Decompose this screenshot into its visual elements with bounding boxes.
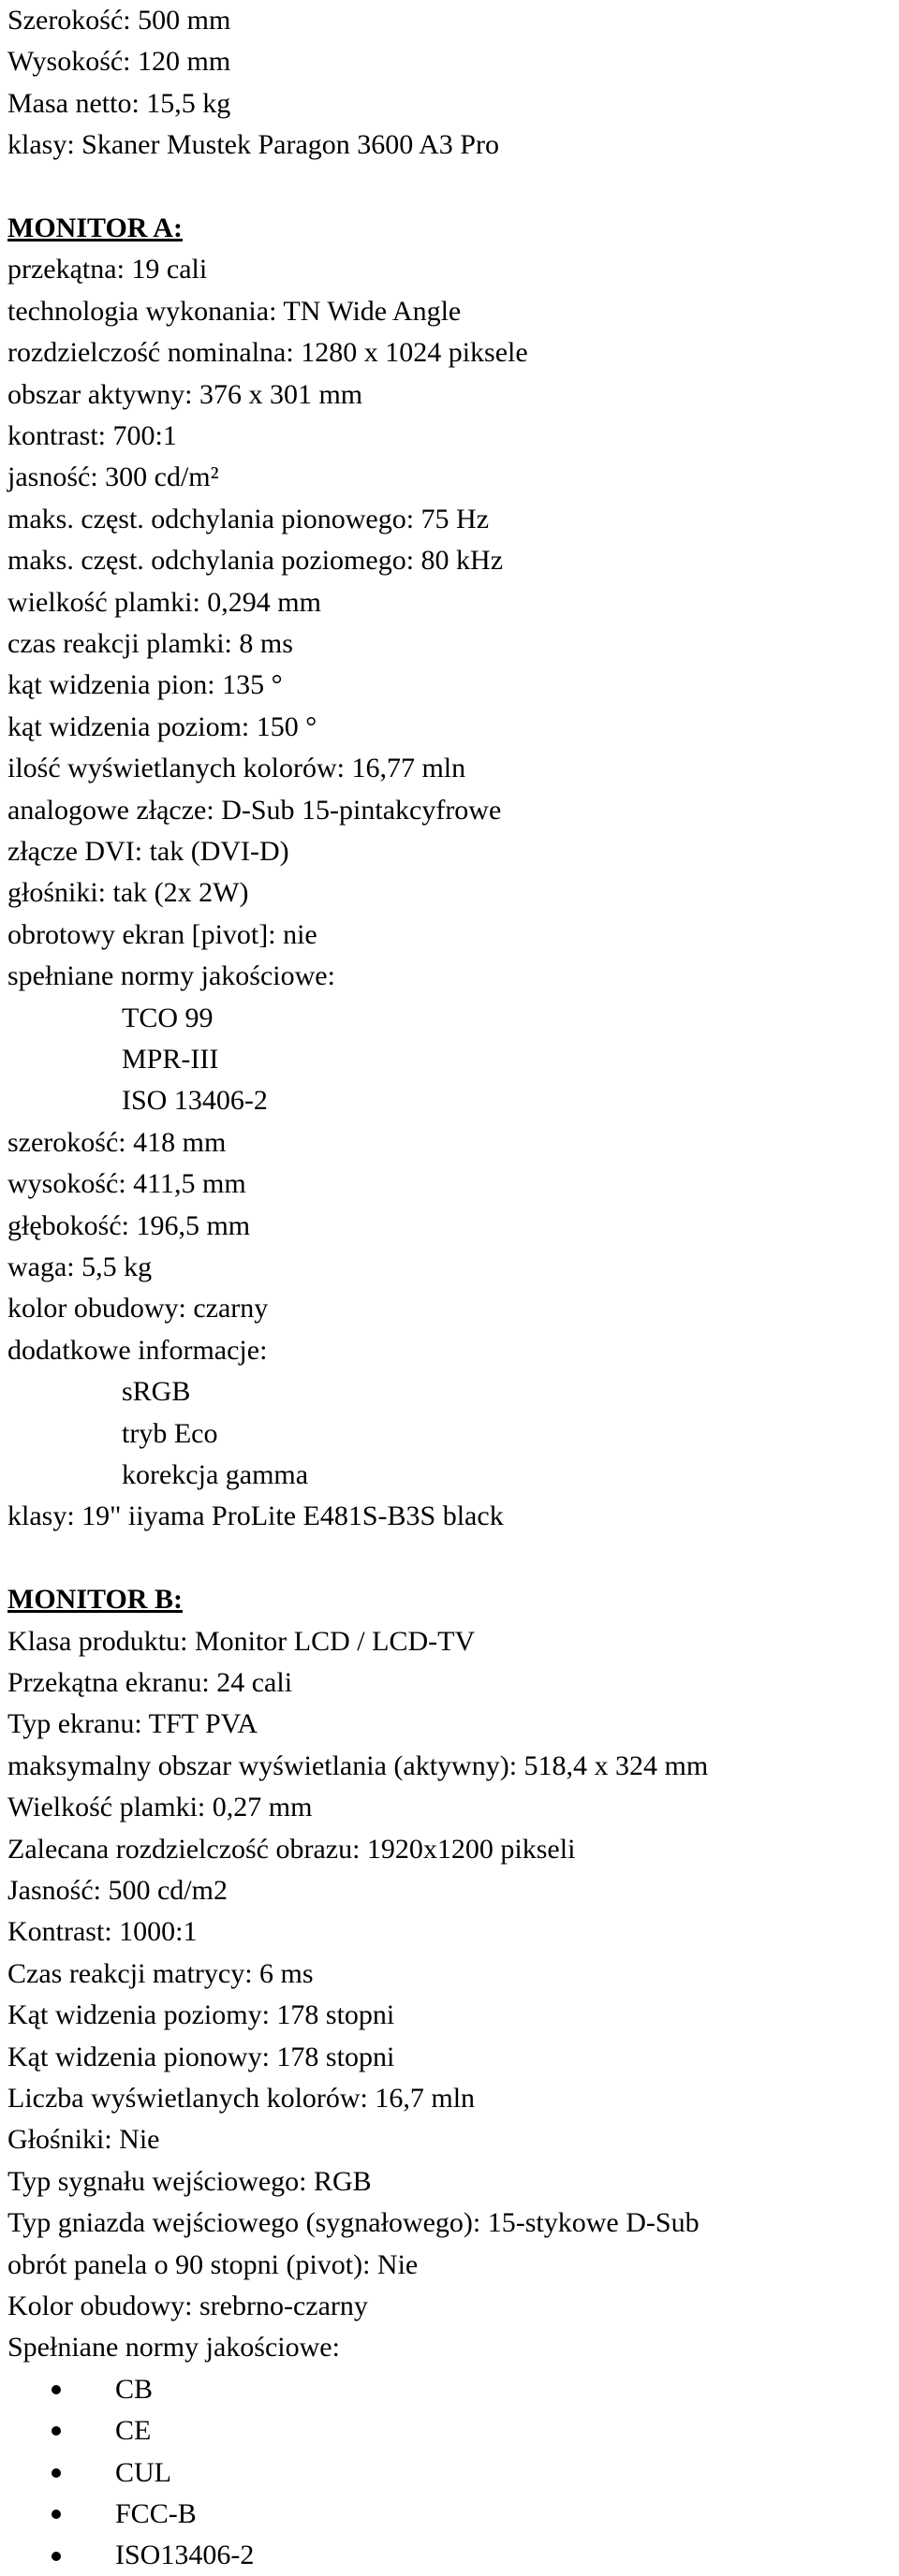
bullet-text: ISO13406-2 (115, 2539, 255, 2571)
spec-line: Typ sygnału wejściowego: RGB (7, 2165, 372, 2197)
bullet-icon (52, 2510, 61, 2519)
norm-list-item (52, 2369, 153, 2410)
section-heading-monitor-b: MONITOR B: (7, 1584, 183, 1616)
bullet-text: CUL (115, 2456, 171, 2488)
spec-line: Jasność: 500 cd/m2 (7, 1875, 228, 1906)
spec-line: Kolor obudowy: srebrno-czarny (7, 2291, 368, 2321)
spec-line: kontrast: 700:1 (7, 420, 177, 451)
extra-item: korekcja gamma (122, 1459, 309, 1490)
spec-line: głębokość: 196,5 mm (7, 1209, 251, 1241)
spec-line: obrotowy ekran [pivot]: nie (7, 918, 317, 950)
spec-line: Wielkość plamki: 0,27 mm (7, 1792, 313, 1823)
norm-list-item (52, 2410, 151, 2452)
spec-line: ilość wyświetlanych kolorów: 16,77 mln (7, 753, 466, 784)
spec-line: maksymalny obszar wyświetlania (aktywny): 518,4 x 324 mm (7, 1749, 709, 1781)
spec-line: kąt widzenia poziom: 150 ° (7, 710, 317, 742)
norm-list-item (52, 2452, 171, 2494)
spec-line: dodatkowe informacje: (7, 1334, 268, 1366)
spec-line: spełniane normy jakościowe: (7, 960, 335, 992)
bullet-text: CB (115, 2373, 154, 2405)
spec-line: waga: 5,5 kg (7, 1251, 153, 1282)
spec-line: rozdzielczość nominalna: 1280 x 1024 piksele (7, 337, 528, 369)
spec-line-klasy: klasy: 19" iiyama ProLite E481S-B3S black (7, 1500, 504, 1532)
spec-line: Masa netto: 15,5 kg (7, 87, 231, 119)
spec-line: jasność: 300 cd/m² (7, 461, 219, 493)
norm-item: MPR-III (122, 1044, 219, 1075)
spec-line: Szerokość: 500 mm (7, 5, 231, 36)
norm-list-item (52, 2535, 254, 2576)
spec-line: Liczba wyświetlanych kolorów: 16,7 mln (7, 2083, 476, 2114)
bullet-icon (52, 2426, 61, 2436)
spec-line: obszar aktywny: 376 x 301 mm (7, 378, 363, 410)
bullet-icon (52, 2552, 61, 2561)
section-heading-monitor-a: MONITOR A: (7, 212, 183, 243)
spec-line: Typ ekranu: TFT PVA (7, 1708, 258, 1740)
spec-line: szerokość: 418 mm (7, 1126, 227, 1158)
bullet-text: FCC-B (115, 2498, 197, 2529)
spec-line: analogowe złącze: D-Sub 15-pintakcyfrowe (7, 794, 502, 826)
spec-line: Przekątna ekranu: 24 cali (7, 1667, 293, 1698)
bullet-text: CE (115, 2415, 152, 2447)
spec-line: Zalecana rozdzielczość obrazu: 1920x1200 pikseli (7, 1833, 576, 1865)
spec-line: maks. częst. odchylania poziomego: 80 kHz (7, 545, 504, 577)
spec-line: Kąt widzenia pionowy: 178 stopni (7, 2041, 395, 2072)
norm-list-item (52, 2494, 197, 2535)
spec-line: kąt widzenia pion: 135 ° (7, 669, 283, 701)
spec-line: Spełniane normy jakościowe: (7, 2332, 340, 2364)
spec-line: Czas reakcji matrycy: 6 ms (7, 1957, 314, 1989)
spec-line: głośniki: tak (2x 2W) (7, 877, 249, 909)
spec-line: Kąt widzenia poziomy: 178 stopni (7, 1999, 395, 2031)
spec-line: Głośniki: Nie (7, 2124, 160, 2156)
extra-item: sRGB (122, 1376, 191, 1408)
extra-item: tryb Eco (122, 1417, 218, 1449)
spec-line: technologia wykonania: TN Wide Angle (7, 295, 462, 327)
norm-item: TCO 99 (122, 1002, 214, 1033)
spec-line: Typ gniazda wejściowego (sygnałowego): 15-stykowe D-Sub (7, 2207, 700, 2239)
spec-line: Klasa produktu: Monitor LCD / LCD-TV (7, 1625, 476, 1657)
spec-line: Wysokość: 120 mm (7, 46, 231, 78)
spec-line: Kontrast: 1000:1 (7, 1916, 198, 1948)
bullet-icon (52, 2385, 61, 2394)
spec-line: maks. częst. odchylania pionowego: 75 Hz (7, 503, 490, 534)
spec-line: wysokość: 411,5 mm (7, 1168, 246, 1200)
spec-line: klasy: Skaner Mustek Paragon 3600 A3 Pro (7, 129, 499, 161)
spec-line: kolor obudowy: czarny (7, 1293, 269, 1325)
spec-line: wielkość plamki: 0,294 mm (7, 586, 321, 618)
spec-line: czas reakcji plamki: 8 ms (7, 628, 293, 659)
spec-line: przekątna: 19 cali (7, 254, 208, 285)
spec-line: obrót panela o 90 stopni (pivot): Nie (7, 2248, 419, 2280)
norm-item: ISO 13406-2 (122, 1085, 268, 1117)
spec-line: złącze DVI: tak (DVI-D) (7, 836, 289, 867)
bullet-icon (52, 2468, 61, 2478)
